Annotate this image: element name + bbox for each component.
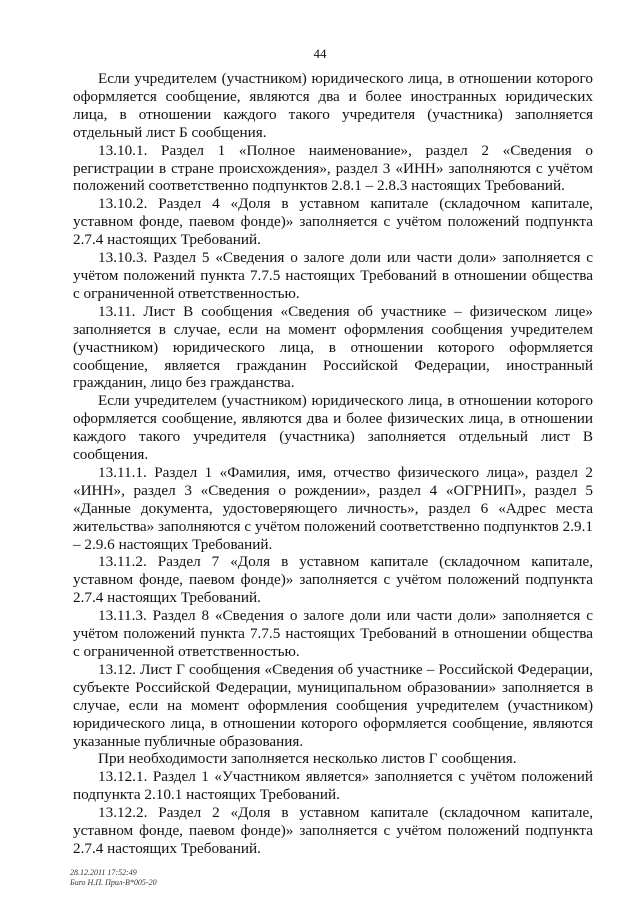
paragraph: При необходимости заполняется несколько листов Г сообщения. <box>98 750 517 768</box>
paragraph: 13.10.1. Раздел 1 «Полное наименование», раздел 2 «Сведения о регистрации в стране происхождения», раздел 3 «ИНН» заполняются с учётом положений соответственно подпунктов 2.8.1 – 2.8.3 настоящих Требований. <box>73 141 593 195</box>
paragraph: Если учредителем (участником) юридического лица, в отношении которого оформляется сообщение, являются два и более иностранных юридических лица, в отношении каждого такого учредителя (участника) заполняется отдельный лист Б сообщения. <box>73 70 593 141</box>
paragraph: 13.11.2. Раздел 7 «Доля в уставном капитале (складочном капитале, уставном фонде, паевом фонде)» заполняется с учётом положений подпункта 2.7.4 настоящих Требований. <box>73 553 593 607</box>
paragraph: 13.12.1. Раздел 1 «Участником является» заполняется с учётом положений подпункта 2.10.1 настоящих Требований. <box>73 768 593 804</box>
footer-document-code: Бuro Н.П. Прил-В*005-20 <box>70 878 157 887</box>
paragraph: Если учредителем (участником) юридического лица, в отношении которого оформляется сообщение, являются два и более физических лица, в отношении каждого такого учредителя (участника) заполняется отдельный лист В сообщения. <box>73 392 593 464</box>
print-footer <box>70 868 157 888</box>
paragraph: 13.12. Лист Г сообщения «Сведения об участнике – Российской Федерации, субъекте Российской Федерации, муниципальном образовании» заполняется в случае, если на момент оформления сообщения учредителем (участником) юридического лица, в отношении которого оформляется сообщение, являются указанные публичные образования. <box>73 660 593 750</box>
paragraph: 13.10.3. Раздел 5 «Сведения о залоге доли или части доли» заполняется с учётом положений пункта 7.7.5 настоящих Требований в отношении общества с ограниченной ответственностью. <box>73 249 593 302</box>
document-body <box>73 70 593 858</box>
paragraph: 13.11.3. Раздел 8 «Сведения о залоге доли или части доли» заполняется с учётом положений пункта 7.7.5 настоящих Требований в отношении общества с ограниченной ответственностью. <box>73 607 593 660</box>
paragraph: 13.11. Лист В сообщения «Сведения об участнике – физическом лице» заполняется в случае, если на момент оформления сообщения учредителем (участником) юридического лица, в отношении которого оформляется сообщение, является гражданин Российской Федерации, иностранный гражданин, лицо без гражданства. <box>73 302 593 392</box>
footer-timestamp: 28.12.2011 17:52:49 <box>70 868 137 877</box>
paragraph: 13.12.2. Раздел 2 «Доля в уставном капитале (складочном капитале, уставном фонде, паевом фонде)» заполняется с учётом положений подпункта 2.7.4 настоящих Требований. <box>73 804 593 857</box>
page-number: 44 <box>313 46 327 61</box>
paragraph: 13.11.1. Раздел 1 «Фамилия, имя, отчество физического лица», раздел 2 «ИНН», раздел 3 «Сведения о рождении», раздел 4 «ОГРНИП», раздел 5 «Данные документа, удостоверяющего личность», раздел 6 «Адрес места жительства» заполняются с учётом положений соответственно подпунктов 2.9.1 – 2.9.6 настоящих Требований. <box>73 463 593 553</box>
paragraph: 13.10.2. Раздел 4 «Доля в уставном капитале (складочном капитале, уставном фонде, паевом фонде)» заполняется с учётом положений подпункта 2.7.4 настоящих Требований. <box>73 195 593 249</box>
